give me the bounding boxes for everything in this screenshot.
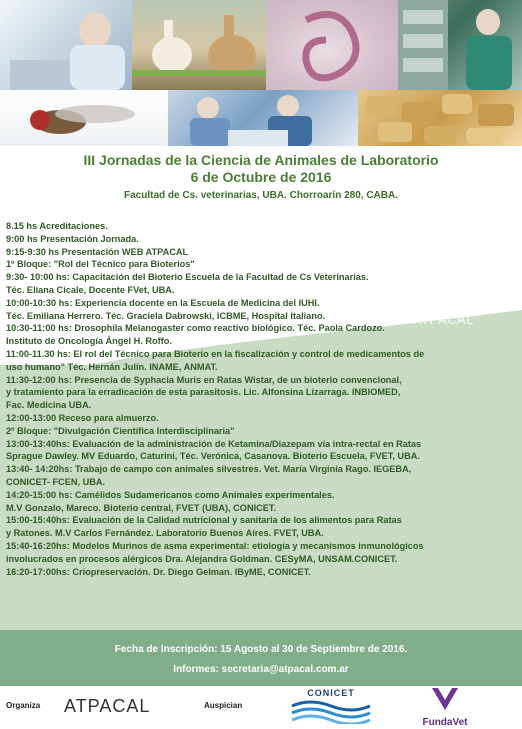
schedule-line: Fac. Medicina UBA. — [6, 400, 92, 411]
schedule-line: 10:00-10:30 hs: Experiencia docente en la Escuela de Medicina del IUHI. — [6, 297, 320, 308]
photo-lab-technician — [0, 0, 132, 90]
event-title: III Jornadas de la Ciencia de Animales de Laboratorio — [83, 152, 439, 168]
schedule-line: 16:20-17:00hs: Criopreservación. Dr. Diego Gelman. IByME, CONICET. — [6, 566, 311, 577]
schedule-line: CONICET- FCEN, UBA. — [6, 476, 106, 487]
photo-lab-food-pellets — [358, 90, 522, 146]
organiza-label: Organiza — [6, 701, 41, 710]
schedule-line: 11:30-12:00 hs: Presencia de Syphacia Muris en Ratas Wistar, de un bioterio convencional, — [6, 374, 402, 385]
photo-collage — [0, 0, 522, 146]
fundavet-logo-text: FundaVet — [422, 717, 468, 728]
schedule-line: Instituto de Oncología Ángel H. Roffo. — [6, 336, 172, 347]
schedule-line: Téc. Emiliana Herrero. Téc. Graciela Dabrowski, ICBME, Hospital Italiano. — [6, 310, 326, 321]
event-venue: Facultad de Cs. veterinarias, UBA. Chorroarín 280, CABA. — [124, 190, 398, 201]
conicet-logo-text: CONICET — [307, 688, 355, 698]
schedule-line: Sprague Dawley. MV Eduardo, Caturini, Téc. Verónica, Casanova. Bioterio Escuela, FVET, UBA. — [6, 451, 420, 462]
schedule-line: M.V Gonzalo, Mareco. Bioterio central, FVET (UBA), CONICET. — [6, 502, 277, 513]
footer-band — [0, 630, 522, 686]
schedule-line: 13:40- 14:20hs: Trabajo de campo con animales silvestres. Vet. María Virginia Rago. IEGEBA, — [6, 464, 412, 475]
schedule-line: 9:30- 10:00 hs: Capacitación del Bioterio Escuela de la Facultad de Cs Veterinarias. — [6, 272, 369, 283]
fundavet-logo — [418, 686, 472, 728]
schedule-line: 9:15-9:30 hs Presentación WEB ATPACAL — [6, 246, 189, 257]
block-heading: 1º Bloque: "Rol del Técnico para Bioterios" — [6, 259, 195, 270]
schedule-line: 14:20-15:00 hs: Camélidos Sudamericanos como Animales experimentales. — [6, 489, 335, 500]
conicet-waves-icon — [288, 698, 374, 724]
contact-info: Informes: secretaria@atpacal.com.ar — [173, 664, 349, 675]
schedule-line: 11:00-11.30 hs: El rol del Técnico para Bioterio en la fiscalización y control de medicamentos de — [6, 348, 425, 359]
fundavet-v-icon — [430, 686, 460, 712]
schedule-line: 13:00-13:40hs: Evaluación de la administración de Ketamina/Diazepam vía intra-rectal en Ratas — [6, 438, 422, 449]
registration-dates: Fecha de Inscripción: 15 Agosto al 30 de Septiembre de 2016. — [114, 644, 408, 655]
block-heading: 2º Bloque: "Divulgación Científica Interdisciplinaria" — [6, 425, 235, 436]
program-schedule — [6, 220, 516, 578]
schedule-line: y tratamiento para la erradicación de esta parasitosis. Lic. Alfonsina Lizarraga. INBIOMED, — [6, 387, 401, 398]
photo-surgery-team — [168, 90, 358, 146]
schedule-line: involucrados en procesos alérgicos Dra. Alejandra Goldman. CESyMA, UNSAM.CONICET. — [6, 553, 398, 564]
auspician-label: Auspician — [204, 701, 243, 710]
photo-animal-facility — [398, 0, 522, 90]
schedule-line: 15:40-16:20hs: Modelos Murinos de asma experimental: etiología y mecanismos inmunológicos — [6, 540, 424, 551]
atpacal-logo: ATPACAL — [64, 696, 151, 716]
schedule-line: uso humano" Téc. Hernán Julín. INAME, ANMAT. — [6, 361, 218, 372]
schedule-line: 8.15 hs Acreditaciones. — [6, 221, 108, 231]
schedule-line: 10:30-11:00 hs: Drosophila Melanogaster como reactivo biológico. Téc. Paola Cardozo. — [6, 323, 385, 334]
photo-alpacas — [132, 0, 266, 90]
schedule-line: Téc. Eliana Cicale, Docente FVet, UBA. — [6, 284, 175, 295]
event-date: 6 de Octubre de 2016 — [190, 169, 332, 185]
schedule-line: 9:00 hs Presentación Jornada. — [6, 233, 139, 244]
atpacal-watermark: ATPACAL — [413, 312, 474, 327]
photo-fruit-fly — [0, 90, 168, 146]
schedule-line: 12:00-13:00 Receso para almuerzo. — [6, 412, 159, 423]
event-header — [0, 152, 522, 202]
schedule-line: y Ratones. M.V Carlos Fernández. Laboratorio Buenos Aires. FVET, UBA. — [6, 528, 324, 539]
conicet-logo — [288, 688, 374, 729]
photo-microscopy-worm — [266, 0, 398, 90]
schedule-line: 15:00-15:40hs: Evaluación de la Calidad nutricional y sanitaria de los alimentos para Ratas — [6, 515, 402, 526]
